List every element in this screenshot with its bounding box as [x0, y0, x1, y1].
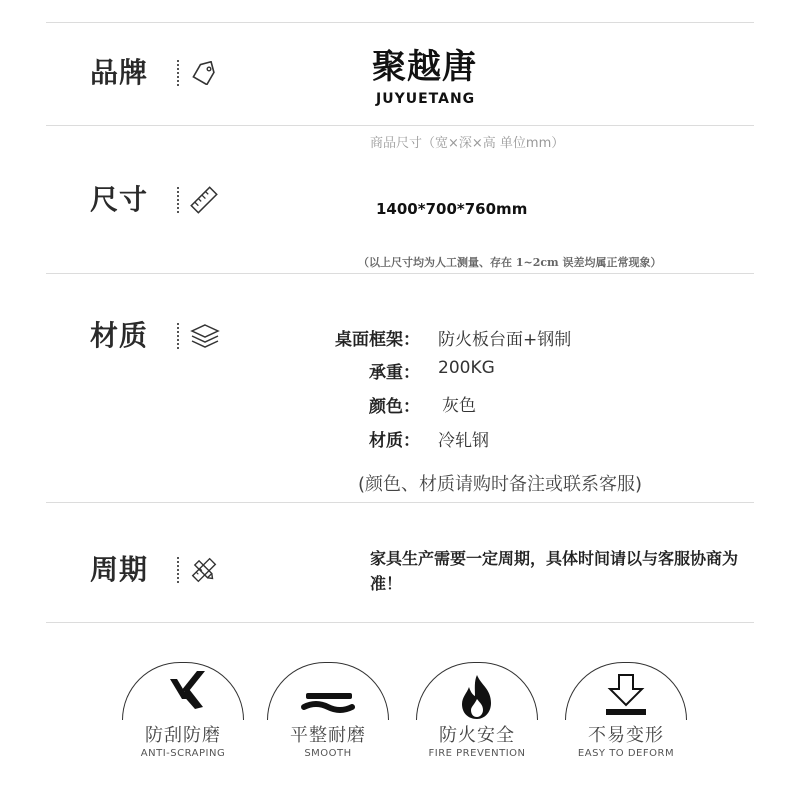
material-value-material: 冷轧钢 [438, 431, 489, 451]
pencil-ruler-icon [190, 556, 218, 588]
cycle-text: 家具生产需要一定周期，具体时间请以与客服协商为准！ [370, 549, 739, 593]
material-value-color: 灰色 [442, 396, 476, 416]
material-separator [177, 323, 179, 349]
brand-label: 品牌 [90, 56, 149, 89]
material-note: (颜色、材质请购时备注或联系客服) [358, 474, 643, 495]
divider-brand [46, 125, 754, 126]
ruler-icon [190, 186, 218, 218]
brand-name-cn: 聚越唐 [372, 47, 477, 87]
feature-en: ANTI-SCRAPING [140, 748, 226, 759]
divider-cycle [46, 622, 754, 623]
size-note: （以上尺寸均为人工测量、存在 1~2cm 误差均属正常现象） [358, 256, 662, 269]
size-separator [177, 187, 179, 213]
feature-en: FIRE PREVENTION [428, 748, 526, 759]
feature-arc [416, 662, 538, 720]
feature-smooth [266, 662, 390, 759]
divider-top [46, 22, 754, 23]
feature-cn: 不易变形 [588, 725, 664, 746]
material-value-frame: 防火板台面+钢制 [438, 330, 572, 350]
brand-separator [177, 60, 179, 86]
feature-en: EASY TO DEFORM [577, 748, 675, 759]
divider-material [46, 502, 754, 503]
tag-icon [190, 61, 218, 89]
feature-easy-to-deform [564, 662, 688, 759]
material-key-frame: 桌面框架： [335, 330, 420, 350]
cycle-separator [177, 557, 179, 583]
material-label: 材质 [90, 319, 149, 352]
cycle-label: 周期 [90, 553, 149, 586]
brand-name-en: JUYUETANG [376, 91, 476, 107]
feature-en: SMOOTH [304, 748, 352, 759]
size-caption: 商品尺寸（宽×深×高 单位mm） [370, 136, 565, 151]
feature-arc [122, 662, 244, 720]
feature-cn: 防火安全 [439, 725, 515, 746]
divider-size [46, 273, 754, 274]
feature-cn: 防刮防磨 [145, 725, 221, 746]
material-value-load: 200KG [438, 358, 495, 378]
size-label: 尺寸 [90, 183, 149, 216]
feature-fire-prevention [415, 662, 539, 759]
layers-icon [190, 323, 220, 353]
material-key-material: 材质： [369, 431, 420, 451]
feature-arc [565, 662, 687, 720]
feature-anti-scraping [121, 662, 245, 759]
material-key-color: 颜色： [369, 397, 420, 417]
feature-cn: 平整耐磨 [290, 725, 366, 746]
size-value: 1400*700*760mm [376, 200, 528, 218]
material-key-load: 承重： [369, 363, 420, 383]
feature-arc [267, 662, 389, 720]
